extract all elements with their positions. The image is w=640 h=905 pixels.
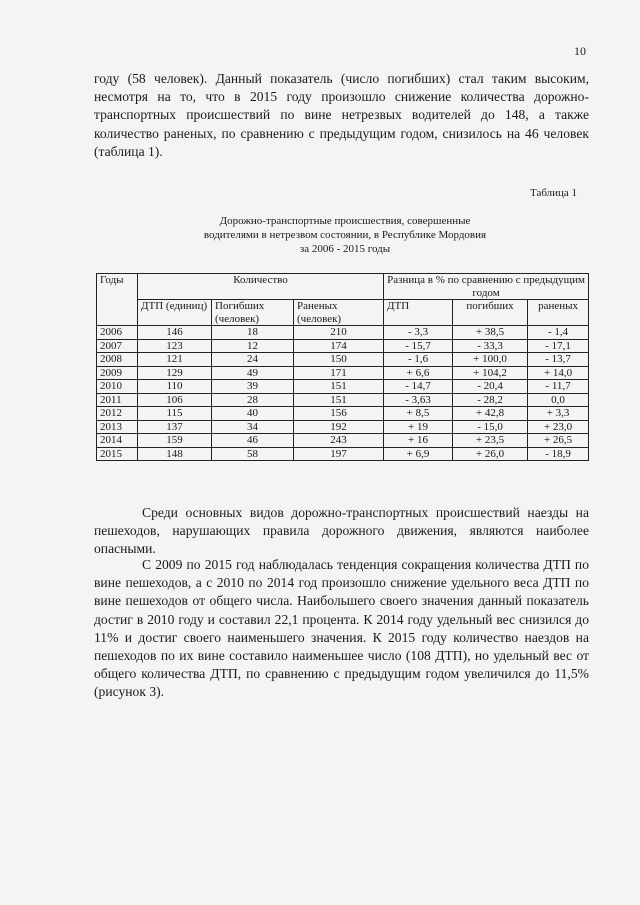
cell-injured: 210 bbox=[294, 326, 384, 340]
cell-year: 2012 bbox=[97, 407, 138, 421]
table-title-line-1: Дорожно-транспортные происшествия, совершенные bbox=[219, 215, 471, 227]
table-header-row bbox=[97, 274, 589, 300]
table-title bbox=[150, 214, 540, 257]
dtp-table bbox=[96, 273, 589, 461]
cell-killed: 39 bbox=[212, 380, 294, 394]
cell-injured: 151 bbox=[294, 393, 384, 407]
table-title-line-3: за 2006 - 2015 годы bbox=[299, 243, 391, 256]
subheader-killed: погибших bbox=[453, 300, 528, 326]
cell-dtp: 159 bbox=[138, 434, 212, 448]
cell-diff-injured: - 11,7 bbox=[528, 380, 589, 394]
cell-year: 2009 bbox=[97, 366, 138, 380]
page-number: 10 bbox=[574, 44, 586, 58]
cell-dtp: 110 bbox=[138, 380, 212, 394]
subheader-killed-people: Погибших (человек) bbox=[212, 300, 294, 326]
cell-diff-killed: + 104,2 bbox=[453, 366, 528, 380]
cell-diff-killed: + 100,0 bbox=[453, 353, 528, 367]
cell-injured: 171 bbox=[294, 366, 384, 380]
paragraph-trend: С 2009 по 2015 год наблюдалась тенденция сокращения количества ДТП по вине пешеходов, а с 2010 по 2014 год произошло снижение удельного веса ДТП по вине пешеходов от общего числа. Наибольшего своего значения данный показатель достиг в 2010 году и составил 22,1 процента. К 2014 году удельный вес снизился до 11% и достиг своего наименьшего значения. К 2015 году количество наездов на пешеходов по их вине составило наименьшее число (108 ДТП), но удельный вес от общего количества ДТП, по сравнению с предыдущим годом увеличился до 11,5% (рисунок 3). bbox=[94, 557, 589, 700]
cell-killed: 49 bbox=[212, 366, 294, 380]
subheader-dtp: ДТП bbox=[384, 300, 453, 326]
cell-dtp: 137 bbox=[138, 420, 212, 434]
header-years: Годы bbox=[97, 274, 138, 326]
cell-diff-killed: - 28,2 bbox=[453, 393, 528, 407]
cell-diff-injured: + 14,0 bbox=[528, 366, 589, 380]
cell-killed: 18 bbox=[212, 326, 294, 340]
cell-year: 2006 bbox=[97, 326, 138, 340]
cell-dtp: 148 bbox=[138, 447, 212, 461]
cell-diff-injured: 0,0 bbox=[528, 393, 589, 407]
table-row bbox=[97, 326, 589, 340]
cell-year: 2008 bbox=[97, 353, 138, 367]
cell-year: 2015 bbox=[97, 447, 138, 461]
cell-injured: 150 bbox=[294, 353, 384, 367]
cell-diff-dtp: - 15,7 bbox=[384, 339, 453, 353]
cell-diff-dtp: + 6,6 bbox=[384, 366, 453, 380]
cell-dtp: 123 bbox=[138, 339, 212, 353]
paragraph-pedestrians: Среди основных видов дорожно-транспортных происшествий наезды на пешеходов, нарушающих правила дорожного движения, являются наиболее опасными. bbox=[94, 505, 589, 557]
table-row bbox=[97, 339, 589, 353]
paragraph-intro: году (58 человек). Данный показатель (число погибших) стал таким высоким, несмотря на то, что в 2015 году произошло снижение количества дорожно-транспортных происшествий по вине нетрезвых водителей до 148, а также количество раненых, по сравнению с предыдущим годом, снизилось на 46 человек (таблица 1). bbox=[94, 71, 589, 159]
cell-diff-injured: - 1,4 bbox=[528, 326, 589, 340]
subheader-dtp-units: ДТП (единиц) bbox=[138, 300, 212, 326]
cell-year: 2007 bbox=[97, 339, 138, 353]
cell-diff-killed: + 26,0 bbox=[453, 447, 528, 461]
table-row bbox=[97, 420, 589, 434]
cell-injured: 174 bbox=[294, 339, 384, 353]
table-body bbox=[97, 326, 589, 461]
cell-diff-injured: + 3,3 bbox=[528, 407, 589, 421]
cell-dtp: 146 bbox=[138, 326, 212, 340]
cell-year: 2011 bbox=[97, 393, 138, 407]
cell-year: 2014 bbox=[97, 434, 138, 448]
cell-dtp: 115 bbox=[138, 407, 212, 421]
header-quantity: Количество bbox=[138, 274, 384, 300]
cell-dtp: 106 bbox=[138, 393, 212, 407]
cell-injured: 192 bbox=[294, 420, 384, 434]
cell-diff-injured: - 13,7 bbox=[528, 353, 589, 367]
cell-diff-killed: + 38,5 bbox=[453, 326, 528, 340]
cell-diff-killed: - 20,4 bbox=[453, 380, 528, 394]
table-subheader-row bbox=[97, 300, 589, 326]
cell-dtp: 121 bbox=[138, 353, 212, 367]
cell-year: 2010 bbox=[97, 380, 138, 394]
cell-diff-killed: - 33,3 bbox=[453, 339, 528, 353]
subheader-injured: раненых bbox=[528, 300, 589, 326]
table-row bbox=[97, 366, 589, 380]
cell-injured: 156 bbox=[294, 407, 384, 421]
cell-diff-injured: + 23,0 bbox=[528, 420, 589, 434]
cell-diff-dtp: + 19 bbox=[384, 420, 453, 434]
table-row bbox=[97, 407, 589, 421]
cell-diff-dtp: + 16 bbox=[384, 434, 453, 448]
cell-diff-dtp: - 1,6 bbox=[384, 353, 453, 367]
cell-diff-injured: - 18,9 bbox=[528, 447, 589, 461]
cell-diff-injured: + 26,5 bbox=[528, 434, 589, 448]
cell-killed: 46 bbox=[212, 434, 294, 448]
cell-injured: 243 bbox=[294, 434, 384, 448]
cell-killed: 24 bbox=[212, 353, 294, 367]
cell-diff-dtp: + 8,5 bbox=[384, 407, 453, 421]
cell-killed: 28 bbox=[212, 393, 294, 407]
subheader-injured-people: Раненых (человек) bbox=[294, 300, 384, 326]
cell-killed: 12 bbox=[212, 339, 294, 353]
cell-year: 2013 bbox=[97, 420, 138, 434]
cell-diff-dtp: - 14,7 bbox=[384, 380, 453, 394]
cell-diff-dtp: + 6,9 bbox=[384, 447, 453, 461]
cell-killed: 34 bbox=[212, 420, 294, 434]
table-row bbox=[97, 380, 589, 394]
cell-injured: 151 bbox=[294, 380, 384, 394]
cell-diff-injured: - 17,1 bbox=[528, 339, 589, 353]
cell-diff-dtp: - 3,3 bbox=[384, 326, 453, 340]
header-difference: Разница в % по сравнению с предыдущим годом bbox=[384, 274, 589, 300]
table-row bbox=[97, 447, 589, 461]
table-row bbox=[97, 434, 589, 448]
table-label: Таблица 1 bbox=[530, 187, 578, 199]
cell-dtp: 129 bbox=[138, 366, 212, 380]
table-row bbox=[97, 353, 589, 367]
cell-diff-killed: + 23,5 bbox=[453, 434, 528, 448]
table-title-line-2: водителями в нетрезвом состоянии, в Республике Мордовия bbox=[203, 229, 487, 242]
table-row bbox=[97, 393, 589, 407]
cell-killed: 40 bbox=[212, 407, 294, 421]
cell-diff-killed: + 42,8 bbox=[453, 407, 528, 421]
cell-injured: 197 bbox=[294, 447, 384, 461]
cell-diff-dtp: - 3,63 bbox=[384, 393, 453, 407]
cell-killed: 58 bbox=[212, 447, 294, 461]
cell-diff-killed: - 15,0 bbox=[453, 420, 528, 434]
